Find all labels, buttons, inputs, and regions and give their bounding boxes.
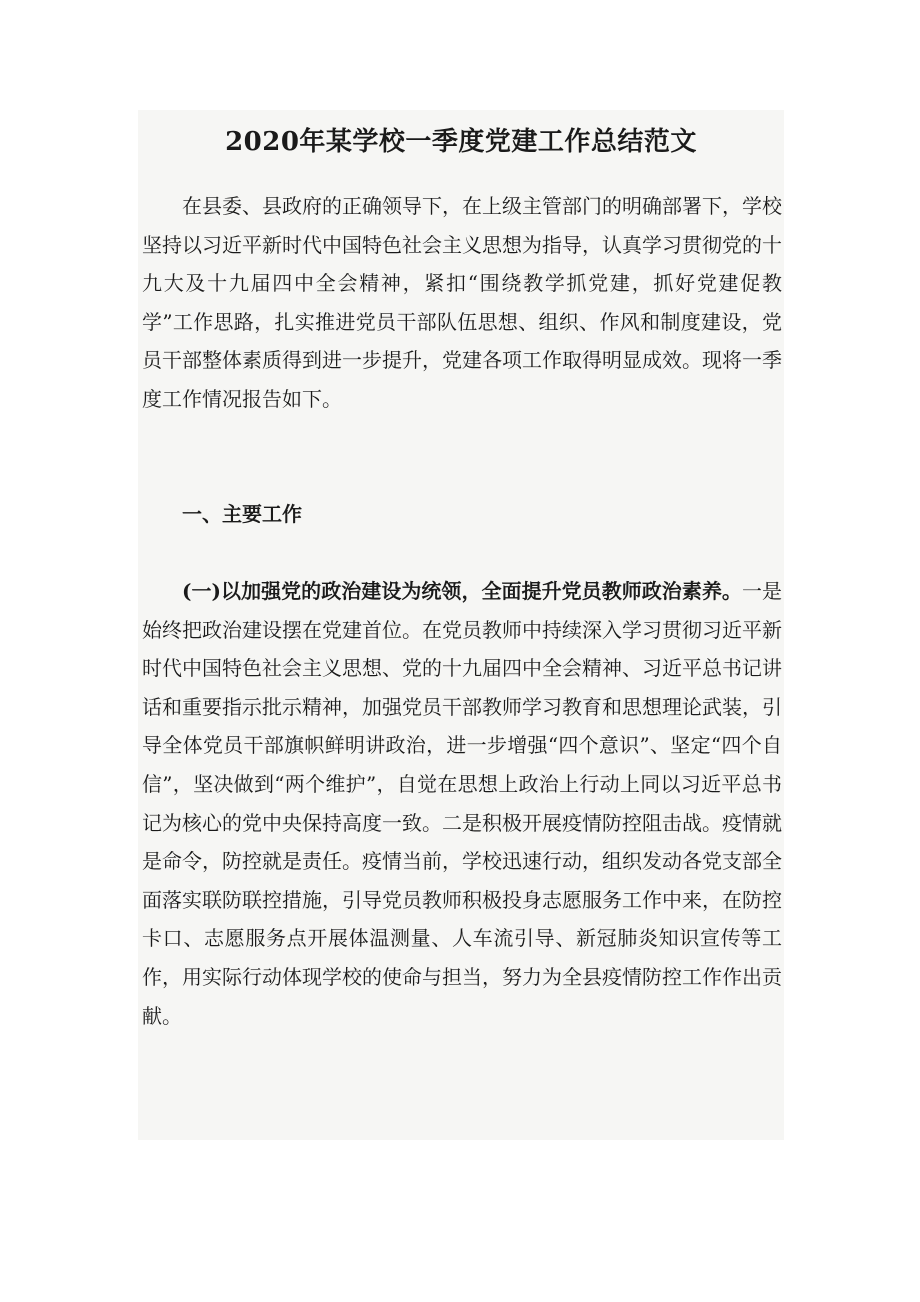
- intro-paragraph: 在县委、县政府的正确领导下，在上级主管部门的明确部署下，学校坚持以习近平新时代中国特色社会主义思想为指导，认真学习贯彻党的十九大及十九届四中全会精神，紧扣“围绕教学抓党建，抓好党建促教学”工作思路，扎实推进党员干部队伍思想、组织、作风和制度建设，党员干部整体素质得到进一步提升，党建各项工作取得明显成效。现将一季度工作情况报告如下。: [142, 194, 782, 411]
- document-title: 2020年某学校一季度党建工作总结范文: [225, 127, 697, 157]
- document-page: [138, 110, 784, 1140]
- section-heading: 一、主要工作: [182, 502, 302, 526]
- subsection-body: 一是始终把政治建设摆在党建首位。在党员教师中持续深入学习贯彻习近平新时代中国特色社会主义思想、党的十九届四中全会精神、习近平总书记讲话和重要指示批示精神，加强党员干部教师学习教育和思想理论武装，引导全体党员干部旗帜鲜明讲政治，进一步增强“四个意识”、坚定“四个自信”，坚决做到“两个维护”，自觉在思想上政治上行动上同以习近平总书记为核心的党中央保持高度一致。二是积极开展疫情防控阻击战。疫情就是命令，防控就是责任。疫情当前，学校迅速行动，组织发动各党支部全面落实联防联控措施，引导党员教师积极投身志愿服务工作中来，在防控卡口、志愿服务点开展体温测量、人车流引导、新冠肺炎知识宣传等工作，用实际行动体现学校的使命与担当，努力为全县疫情防控工作作出贡献。: [142, 579, 782, 1028]
- subsection-paragraph: [142, 572, 782, 1035]
- subsection-lead: (一)以加强党的政治建设为统领，全面提升党员教师政治素养。: [182, 579, 742, 603]
